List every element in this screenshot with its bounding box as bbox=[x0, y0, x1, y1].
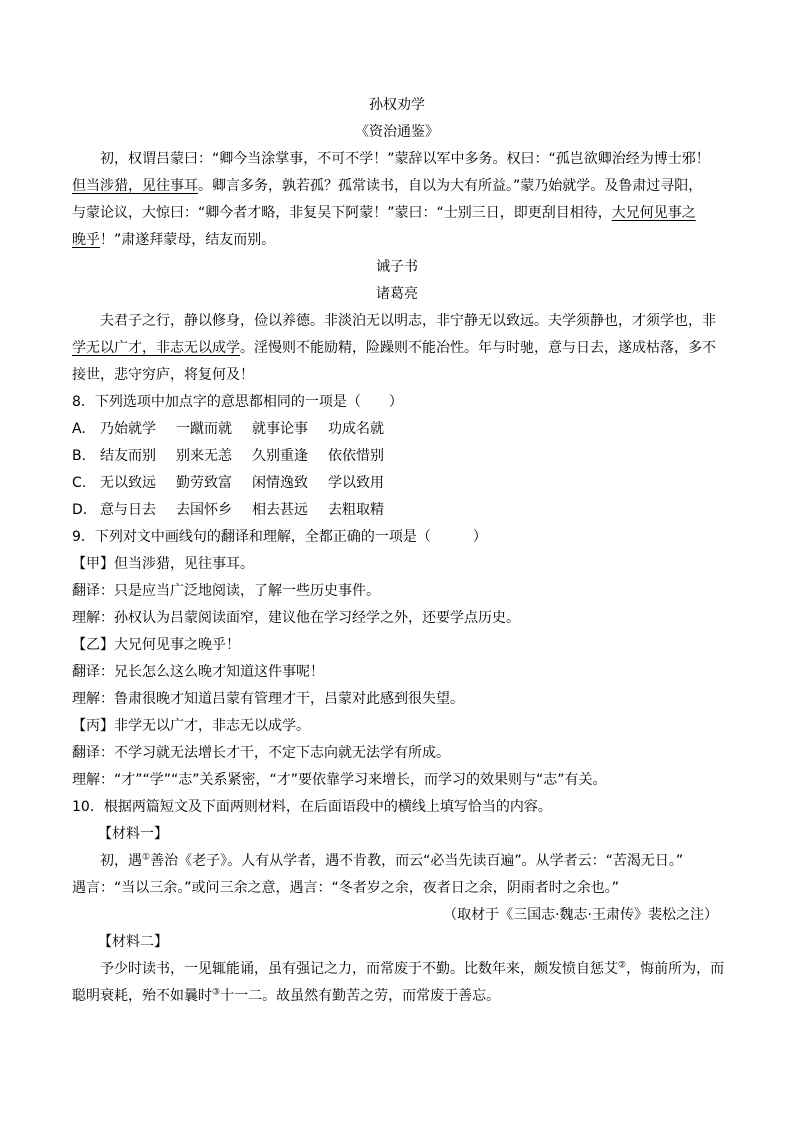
footnote-marker: ③ bbox=[212, 987, 221, 998]
option-row bbox=[72, 416, 722, 443]
passage-line: 接世，悲守穷庐，将复何及！ bbox=[72, 367, 254, 383]
option-phrase: 闲情逸致 bbox=[252, 475, 308, 491]
option-phrase: 意与日去 bbox=[100, 502, 156, 518]
option-label: A. bbox=[72, 421, 86, 437]
underlined-sentence-yi: 晚乎 bbox=[72, 232, 100, 248]
option-row bbox=[72, 497, 722, 524]
underlined-sentence-bing: 学无以广才，非志无以成学 bbox=[72, 340, 240, 356]
passage-line: 晚乎！”肃遂拜蒙母，结友而别。 bbox=[72, 232, 276, 248]
option-phrase: 一蹴而就 bbox=[176, 421, 232, 437]
passage-line: 夫君子之行，静以修身，俭以养德。非淡泊无以明志，非宁静无以致远。夫学须静也，才须学也，非 bbox=[100, 313, 716, 329]
option-phrase: 勤劳致富 bbox=[176, 475, 232, 491]
material-1-line: 遇言：“当以三余。”或问三余之意，遇言：“冬者岁之余，夜者日之余，阴雨者时之余也。” bbox=[72, 880, 620, 896]
question-8-stem: 8．下列选项中加点字的意思都相同的一项是（ ） bbox=[72, 394, 403, 410]
option-phrase: 相去甚远 bbox=[252, 502, 308, 518]
footnote-marker: ① bbox=[142, 852, 151, 863]
underlined-sentence-jia: 但当涉猎，见往事耳 bbox=[72, 178, 198, 194]
passage-source: 《资治通鉴》 bbox=[355, 124, 439, 140]
option-phrase: 就事论事 bbox=[252, 421, 308, 437]
option-phrase: 乃始就学 bbox=[100, 421, 156, 437]
option-phrase: 结友而别 bbox=[100, 448, 156, 464]
item-yi-translation: 翻译：兄长怎么这么晚才知道这件事呢！ bbox=[72, 664, 324, 680]
option-phrase: 无以致远 bbox=[100, 475, 156, 491]
item-yi-heading: 【乙】大兄何见事之晚乎！ bbox=[72, 637, 240, 653]
material-1-source: （取材于《三国志·魏志·王肃传》裴松之注） bbox=[443, 907, 718, 923]
option-phrase: 依依惜别 bbox=[328, 448, 384, 464]
material-2-heading: 【材料二】 bbox=[98, 934, 168, 950]
question-9-stem: 9．下列对文中画线句的翻译和理解，全都正确的一项是（ ） bbox=[72, 529, 487, 545]
item-bing-translation: 翻译：不学习就无法增长才干，不定下志向就无法学有所成。 bbox=[72, 745, 450, 761]
footnote-marker: ② bbox=[618, 960, 627, 971]
item-jia-understanding: 理解：孙权认为吕蒙阅读面窄，建议他在学习经学之外，还要学点历史。 bbox=[72, 610, 520, 626]
question-8-options bbox=[72, 416, 722, 524]
item-bing-understanding: 理解：“才”“学”“志”关系紧密，“才”要依靠学习来增长，而学习的效果则与“志”有关。 bbox=[72, 772, 607, 788]
option-label: C. bbox=[72, 475, 87, 491]
option-phrase: 去国怀乡 bbox=[176, 502, 232, 518]
passage-title-sun-quan: 孙权劝学 bbox=[369, 97, 425, 113]
material-2-line: 聪明衰耗，殆不如曩时③十一二。故虽然有勤苦之劳，而常废于善忘。 bbox=[72, 987, 501, 1004]
passage-line: 学无以广才，非志无以成学。淫慢则不能励精，险躁则不能冶性。年与时驰，意与日去，遂成枯落，多不 bbox=[72, 340, 716, 356]
item-bing-heading: 【丙】非学无以广才，非志无以成学。 bbox=[72, 718, 310, 734]
option-phrase: 去粗取精 bbox=[328, 502, 384, 518]
option-label: D. bbox=[72, 502, 88, 518]
material-1-line: 初，遇①善治《老子》。人有从学者，遇不肯教，而云“必当先读百遍”。从学者云：“苦渴无日。” bbox=[100, 852, 684, 869]
item-yi-understanding: 理解：鲁肃很晚才知道吕蒙有管理才干，吕蒙对此感到很失望。 bbox=[72, 691, 464, 707]
option-row bbox=[72, 443, 722, 470]
material-1-heading: 【材料一】 bbox=[98, 826, 168, 842]
underlined-sentence-yi: 大兄何见事之 bbox=[611, 205, 696, 221]
passage-line: 初，权谓吕蒙曰：“卿今当涂掌事，不可不学！”蒙辞以军中多务。权曰：“孤岂欲卿治经为博士邪！ bbox=[100, 151, 710, 167]
question-10-stem: 10．根据两篇短文及下面两则材料，在后面语段中的横线上填写恰当的内容。 bbox=[72, 799, 552, 815]
option-row bbox=[72, 470, 722, 497]
passage-title-jiezishu: 诫子书 bbox=[376, 259, 418, 275]
option-label: B. bbox=[72, 448, 87, 464]
item-jia-heading: 【甲】但当涉猎，见往事耳。 bbox=[72, 556, 254, 572]
item-jia-translation: 翻译：只是应当广泛地阅读，了解一些历史事件。 bbox=[72, 583, 380, 599]
passage-line: 与蒙论议，大惊曰：“卿今者才略，非复吴下阿蒙！”蒙曰：“士别三日，即更刮目相待，大兄何见事之 bbox=[72, 205, 696, 221]
option-phrase: 功成名就 bbox=[328, 421, 384, 437]
passage-author: 诸葛亮 bbox=[376, 286, 418, 302]
material-2-line: 予少时读书，一见辄能诵，虽有强记之力，而常废于不勤。比数年来，颇发愤自惩艾②，悔前所为，而 bbox=[100, 960, 725, 977]
option-phrase: 别来无恙 bbox=[176, 448, 232, 464]
option-phrase: 学以致用 bbox=[328, 475, 384, 491]
passage-line: 但当涉猎，见往事耳。卿言多务，孰若孤？孤常读书，自以为大有所益。”蒙乃始就学。及鲁肃过寻阳， bbox=[72, 178, 703, 194]
option-phrase: 久别重逢 bbox=[252, 448, 308, 464]
